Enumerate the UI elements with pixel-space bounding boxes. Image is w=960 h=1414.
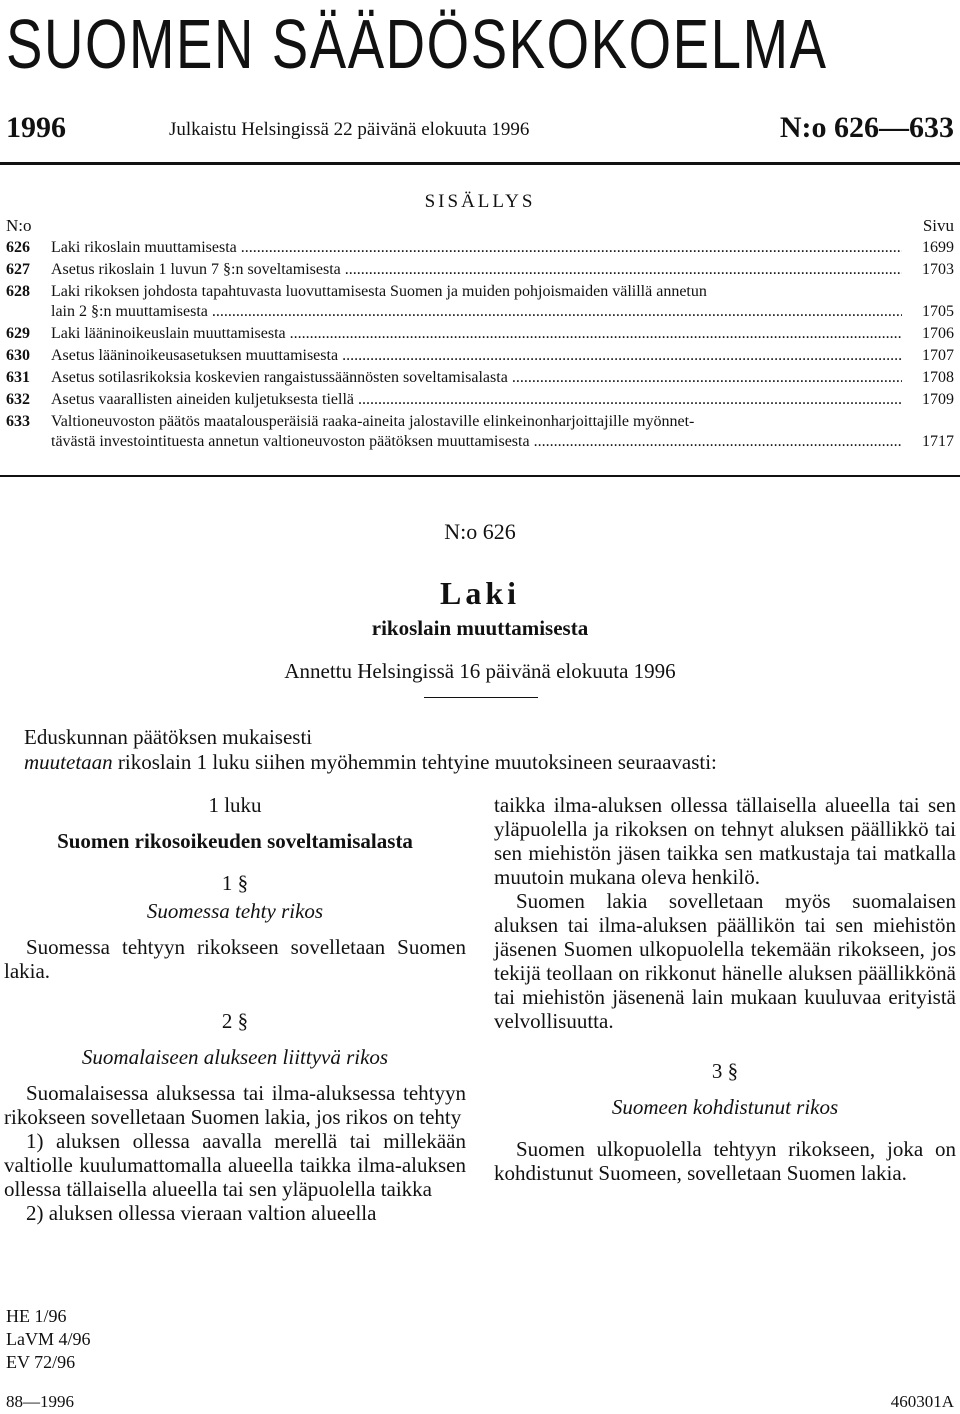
toc-entry-number: 626 [6,239,30,256]
toc-divider [0,475,960,477]
publication-info: Julkaistu Helsingissä 22 päivänä elokuuta 1996 [169,119,530,140]
section-3-title: Suomeen kohdistunut rikos [611,1095,839,1119]
section-1-text: Suomessa tehtyyn rikokseen sovelletaan Suomen lakia. [4,935,466,983]
reference-item: EV 72/96 [6,1352,76,1372]
toc-entry[interactable] [6,324,954,344]
toc-entry-page: 1706 [922,325,954,342]
section-2-text: Suomalaisessa aluksessa tai ilma-aluksessa tehtyyn rikokseen sovelletaan Suomen lakia, jos rikos on tehty [4,1081,466,1129]
toc-entry-number: 633 [6,413,30,430]
publication-row [6,110,954,150]
toc-entry-page: 1707 [922,347,954,364]
toc-entry-page: 1709 [922,391,954,408]
toc-entry[interactable] [6,282,954,322]
toc-entry[interactable] [6,390,954,410]
left-column [4,793,466,1225]
toc-entry[interactable] [6,260,954,280]
reference-item: HE 1/96 [6,1306,67,1326]
act-given-date: Annettu Helsingissä 16 päivänä elokuuta 1996 [284,659,676,683]
toc-entry-page: 1705 [922,303,954,320]
chapter-heading: 1 luku [208,793,262,817]
toc-entry-title: Asetus lääninoikeusasetuksen muuttamisesta ..... [51,346,902,366]
toc-entry-title: Laki lääninoikeuslain muuttamisesta ..... [51,324,902,344]
section-3-number: 3 § [711,1059,739,1083]
chapter-title: Suomen rikosoikeuden soveltamisalasta [57,829,413,853]
preamble-line1: Eduskunnan päätöksen mukaisesti [24,725,313,749]
toc-entry[interactable] [6,238,954,258]
header-divider [0,162,960,165]
preamble-rest: rikoslain 1 luku siihen myöhemmin tehtyine muutoksineen seuraavasti: [112,750,717,774]
section-2-number: 2 § [221,1009,249,1033]
preamble-italic-verb: muutetaan [24,750,113,774]
toc-title: SISÄLLYS [424,191,536,212]
reference-item: LaVM 4/96 [6,1329,91,1349]
toc-entry-number: 627 [6,261,30,278]
toc-entry-page: 1708 [922,369,954,386]
toc-entry[interactable] [6,368,954,388]
section-2-title: Suomalaiseen alukseen liittyvä rikos [81,1045,389,1069]
masthead-title: SUOMEN SÄÄDÖSKOKOELMA [6,5,828,83]
toc-entry-title: Laki rikoksen johdosta tapahtuvasta luovuttamisesta Suomen ja muiden pohjoismaiden välillä annetun [51,283,707,300]
footer-right-code: 460301A [890,1392,954,1411]
section-1-number: 1 § [221,871,249,895]
toc-list [6,238,954,454]
publication-numbers: N:o 626—633 [779,111,954,144]
section-2-item-2: 2) aluksen ollessa vieraan valtion alueella [26,1201,377,1225]
section-2-continued: taikka ilma-aluksen ollessa tällaisella alueella tai sen yläpuolella ja rikoksen on tehnyt aluksen päällikkö tai sen miehistön jäsen taikka sen matkustaja tai matkalla muutoin mukana oleva henkilö. [494,793,956,889]
footer-left-code: 88—1996 [6,1392,74,1411]
toc-entry-title: Laki rikoslain muuttamisesta ..... [51,238,902,258]
toc-entry[interactable] [6,412,954,452]
toc-entry-number: 629 [6,325,30,342]
toc-col-page: Sivu [922,216,954,235]
toc-entry-title-cont: lain 2 §:n muuttamisesta ..... [51,302,902,322]
toc-entry-title: Valtioneuvoston päätös maatalousperäisiä raaka-aineita jalostaville elinkeinonharjoittajille myönnet- [51,413,695,430]
toc-entry-title: Asetus rikoslain 1 luvun 7 §:n soveltamisesta ..... [51,260,902,280]
toc-entry-number: 630 [6,347,30,364]
toc-entry-title-cont: tävästä investointituesta annetun valtioneuvoston päätöksen muuttamisesta ..... [51,432,902,452]
toc-entry-page: 1703 [922,261,954,278]
toc-entry-number: 632 [6,391,30,408]
section-2-paragraph-2: Suomen lakia sovelletaan myös suomalaisen aluksen tai ilma-aluksen päällikön tai sen miehistön jäsenen Suomen ulkopuolella tekemään rikokseen, jos tekijä teollaan on rikkonut hänelle aluksen päällikkönä tai miehistön jäsenenä lain mukaan kuuluvaa erityistä velvollisuutta. [494,889,956,1033]
section-2-item-1: 1) aluksen ollessa aavalla merellä tai millekään valtiolle kuulumattomalla alueella taikka ilma-aluksen ollessa tällaisella alueella tai sen yläpuolella taikka [4,1129,466,1201]
act-preamble [24,725,944,775]
toc-entry-title: Asetus sotilasrikoksia koskevien rangaistussäännösten soveltamisalasta ..... [51,368,902,388]
toc-col-number: N:o [6,216,32,235]
act-type: Laki [439,575,521,611]
right-column [494,793,956,1185]
toc-entry-number: 628 [6,283,30,300]
section-1-title: Suomessa tehty rikos [146,899,324,923]
toc-entry-title: Asetus vaarallisten aineiden kuljetuksesta tiellä ..... [51,390,902,410]
section-3-text: Suomen ulkopuolella tehtyyn rikokseen, joka on kohdistunut Suomeen, sovelletaan Suomen lakia. [494,1137,956,1185]
preamble-line2 [24,750,944,775]
legislative-references [6,1305,91,1374]
act-title: rikoslain muuttamisesta [371,616,589,640]
act-title-divider [424,697,538,698]
act-number: N:o 626 [444,519,516,544]
publication-year: 1996 [6,111,66,144]
toc-entry-page: 1717 [922,433,954,450]
toc-entry-number: 631 [6,369,30,386]
toc-entry[interactable] [6,346,954,366]
toc-entry-page: 1699 [922,239,954,256]
